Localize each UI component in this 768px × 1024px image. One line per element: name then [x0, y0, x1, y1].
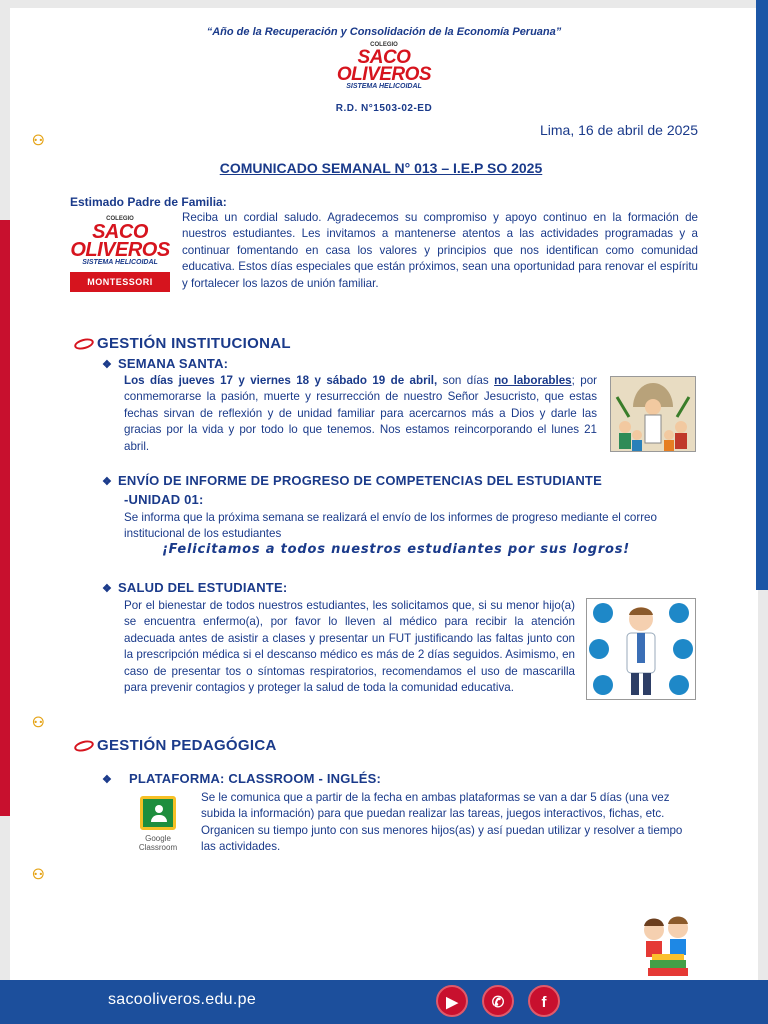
- doctor-illustration: [586, 598, 696, 700]
- section-gestion-pedagogica: [74, 737, 277, 754]
- document-date: Lima, 16 de abril de 2025: [540, 122, 698, 138]
- school-logo-top: [334, 42, 434, 100]
- item-plataforma-heading: [102, 771, 381, 786]
- item-heading: SALUD DEL ESTUDIANTE:: [118, 580, 288, 595]
- greeting: Estimado Padre de Familia:: [70, 195, 227, 209]
- children-icon: ⚇: [32, 132, 45, 148]
- classroom-icon: [140, 796, 176, 830]
- item-informe-heading-2: -UNIDAD 01:: [124, 492, 204, 507]
- left-red-stripe: [0, 220, 10, 816]
- students-image: [636, 914, 698, 978]
- logo-saco: SACO: [357, 47, 411, 68]
- doctor-image: [587, 599, 695, 699]
- holy-week-image: [611, 377, 695, 451]
- item-semana-santa-heading: [102, 356, 228, 371]
- google-classroom-logo: [126, 796, 190, 852]
- bold-dates: Los días jueves 17 y viernes 18 y sábado 19 de abril,: [124, 374, 438, 387]
- swirl-icon: [73, 337, 95, 352]
- youtube-icon[interactable]: ▶: [436, 985, 468, 1017]
- diamond-bullet-icon: ❖: [102, 359, 113, 371]
- logo-subtitle: SISTEMA HELICOIDAL: [346, 83, 422, 90]
- children-icon: ⚇: [32, 714, 45, 730]
- congratulations-banner: ¡Felicitamos a todos nuestros estudiantes por sus logros!: [161, 542, 631, 557]
- website-link[interactable]: sacooliveros.edu.pe: [108, 991, 257, 1008]
- diamond-bullet-icon: ❖: [102, 774, 113, 786]
- logo-subtitle: SISTEMA HELICOIDAL: [82, 259, 158, 266]
- children-icon: ⚇: [32, 866, 45, 882]
- facebook-icon[interactable]: f: [528, 985, 560, 1017]
- section-heading: GESTIÓN PEDAGÓGICA: [97, 737, 277, 754]
- classroom-logo-text: Google Classroom: [138, 834, 178, 852]
- section-gestion-institucional: [74, 335, 291, 352]
- montessori-badge: MONTESSORI: [70, 272, 170, 292]
- swirl-icon: [73, 739, 95, 754]
- text-fragment: ; por conmemorarse la pasión, muerte y resurrección de nuestro Señor Jesucristo, que estas fechas sirvan de reflexión y de unidad familiar para acercarnos más a Dios y darle las gracias por la vida y por todo lo que tenemos. Nos estamos reincorporando el lunes 21 abril.: [124, 374, 597, 453]
- semana-santa-paragraph: [124, 373, 597, 455]
- logo-colegio-label: COLEGIO: [106, 216, 134, 222]
- item-heading: ENVÍO DE INFORME DE PROGRESO DE COMPETENCIAS DEL ESTUDIANTE: [118, 473, 602, 488]
- item-salud-heading: [102, 580, 287, 595]
- right-blue-stripe: [756, 0, 768, 590]
- item-heading: SEMANA SANTA:: [118, 356, 229, 371]
- item-heading: PLATAFORMA: CLASSROOM - INGLÉS:: [129, 771, 381, 786]
- logo-colegio-label: COLEGIO: [370, 42, 398, 48]
- logo-oliveros: OLIVEROS: [336, 64, 432, 85]
- students-illustration: [636, 914, 698, 978]
- salud-paragraph: Por el bienestar de todos nuestros estudiantes, les solicitamos que, si su menor hijo(a) se encuentra enfermo(a), por favor lo lleven al médico para recibir la atención adecuada antes de asistir a clases y presentar un FUT justificando las faltas junto con la prescripción médica si el descanso médico es más de 2 días seguidos. Asimismo, en caso de presentar tos o síntomas respiratorios, recomendamos el uso de mascarilla para prevenir contagios y proteger la salud de toda la comunidad educativa.: [124, 599, 575, 695]
- national-motto: “Año de la Recuperación y Consolidación de la Economía Peruana”: [206, 26, 562, 38]
- footer-bar: [0, 980, 768, 1024]
- logo-saco: SACO: [92, 221, 148, 243]
- informe-paragraph: Se informa que la próxima semana se realizará el envío de los informes de progreso mediante el correo institucional de los estudiantes: [124, 511, 657, 541]
- diamond-bullet-icon: ❖: [102, 583, 113, 595]
- plataforma-paragraph: Se le comunica que a partir de la fecha en ambas plataformas se van a dar 5 días (una vez subida la información) para que puedan realizar las tareas, juegos interactivos, fichas, etc. Organicen su tiempo junto con sus menores hijos(as) y así puedan utilizar y resolver a tiempo las actividades.: [201, 791, 683, 854]
- underlined-non-working: no laborables: [494, 374, 572, 387]
- logo-oliveros: OLIVEROS: [70, 239, 170, 261]
- resolution-number: R.D. N°1503-02-ED: [335, 103, 433, 114]
- text-fragment: son días: [437, 374, 495, 387]
- montessori-logo: [70, 216, 170, 298]
- diamond-bullet-icon: ❖: [102, 476, 113, 488]
- communique-title: COMUNICADO SEMANAL N° 013 – I.E.P SO 2025: [219, 160, 543, 176]
- whatsapp-icon[interactable]: ✆: [482, 985, 514, 1017]
- holy-week-illustration: [610, 376, 696, 452]
- item-informe-heading: [102, 473, 602, 488]
- intro-paragraph: Reciba un cordial saludo. Agradecemos su compromiso y apoyo continuo en la formación de nuestros estudiantes. Les invitamos a mantenerse atentos a las actividades programadas y a continuar fomentando en casa los valores y principios que nos identifican como comunidad educativa. Estos días especiales que están próximos, sean una oportunidad para renovar el espíritu y fortalecer los lazos de unión familiar.: [182, 211, 698, 290]
- section-heading: GESTIÓN INSTITUCIONAL: [97, 335, 291, 352]
